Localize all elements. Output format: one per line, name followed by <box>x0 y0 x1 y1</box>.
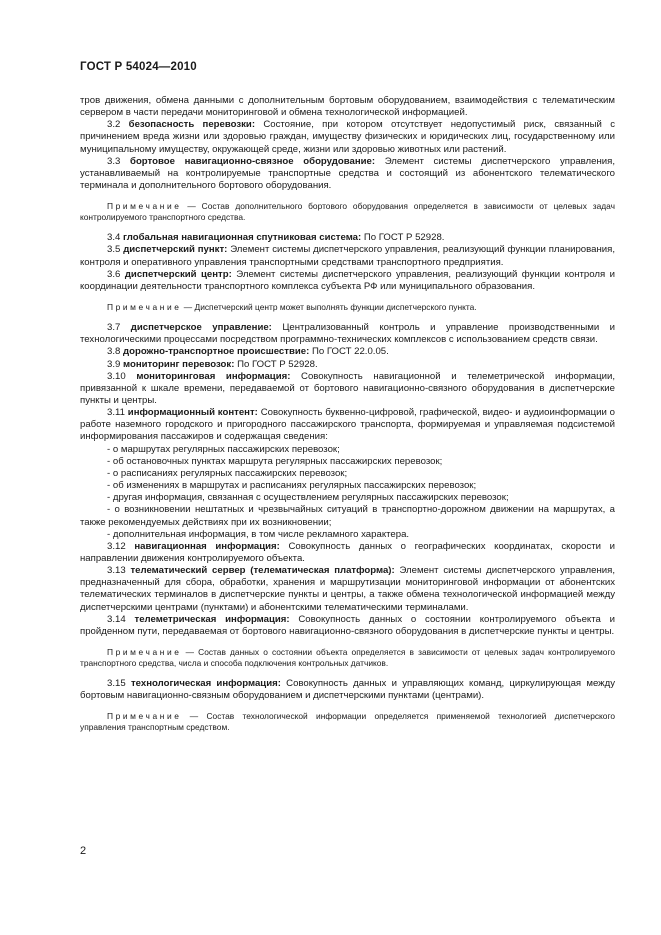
definition-3-10: 3.10 мониторинговая информация: Совокупность навигационной и телеметрической информации, привязанной к шкале времени, передаваемой от бортового навигационно-связного оборудования в диспетчерские пункты и центры. <box>80 370 615 406</box>
paragraph-continuation: тров движения, обмена данными с дополнительным бортовым оборудованием, взаимодействия с телематическим сервером в части передачи мониторинговой и обмена технологической информацией. <box>80 95 615 119</box>
note-4: Примечание — Состав технологической информации определяется применяемой технологией диспетчерского управления транспортным средством. <box>80 711 615 733</box>
list-item: - об остановочных пунктах маршрута регулярных пассажирских перевозок; <box>107 455 443 467</box>
term: мониторинг перевозок: <box>123 358 235 370</box>
term: информационный контент: <box>127 407 258 419</box>
note-2: Примечание — Диспетчерский центр может выполнять функции диспетчерского пункта. <box>107 302 477 313</box>
definition-3-11: 3.11 информационный контент: Совокупность буквенно-цифровой, графической, видео- и аудиоинформации о работе наземного городского и пригородного пассажирского транспорта, формируемая и управляемая подсистемой информирования пассажиров и содержащая сведения: <box>80 407 616 443</box>
term: безопасность перевозки: <box>128 119 256 131</box>
definition-3-15: 3.15 технологическая информация: Совокупность данных и управляющих команд, циркулирующая между бортовым навигационно-связным оборудованием и диспетчерскими пунктами (центрами). <box>80 678 615 702</box>
definition-3-6: 3.6 диспетчерский центр: Элемент системы диспетчерского управления, реализующий функции контроля и координации деятельности транспортного комплекса субъекта РФ или муниципального образования. <box>80 268 615 292</box>
note-label: Примечание <box>107 302 182 313</box>
term: бортовое навигационно-связное оборудование: <box>130 155 376 167</box>
term: диспетчерское управление: <box>130 322 272 334</box>
note-label: Примечание <box>107 711 182 722</box>
definition-3-12: 3.12 навигационная информация: Совокупность данных о географических координатах, скорости и направлении движения контролируемого объекта. <box>80 540 615 564</box>
definition-3-9: 3.9 мониторинг перевозок: По ГОСТ Р 52928. <box>107 358 318 370</box>
definition-3-7: 3.7 диспетчерское управление: Централизованный контроль и управление производственными и технологическими процессами посредством программно-технических комплексов с использованием средств связи. <box>80 322 615 346</box>
term: дорожно-транспортное происшествие: <box>123 346 310 358</box>
term: мониторинговая информация: <box>136 370 291 382</box>
note-label: Примечание <box>107 201 182 212</box>
definition-3-3: 3.3 бортовое навигационно-связное оборудование: Элемент системы диспетчерского управления, устанавливаемый на контролируемые транспортные средства и состоящий из абонентского телематического терминала и дополнительного бортового оборудования. <box>80 155 615 192</box>
document-header: ГОСТ Р 54024—2010 <box>80 61 197 73</box>
term: технологическая информация: <box>130 678 281 690</box>
definition-3-4: 3.4 глобальная навигационная спутниковая система: По ГОСТ Р 52928. <box>107 232 445 244</box>
document-body <box>80 95 615 742</box>
note-1: Примечание — Состав дополнительного бортового оборудования определяется в зависимости от целевых задач контролируемого транспортного средства. <box>80 201 616 223</box>
list-item: - о расписаниях регулярных пассажирских перевозок; <box>107 467 348 479</box>
list-item: - об изменениях в маршрутах и расписаниях регулярных пассажирских перевозок; <box>107 480 477 492</box>
page-number: 2 <box>80 845 87 857</box>
definition-3-14: 3.14 телеметрическая информация: Совокупность данных о состоянии контролируемого объекта и пройденном пути, передаваемая от бортового навигационно-связного оборудования в диспетчерские пункты и центры. <box>80 613 616 637</box>
term: телематический сервер (телематическая платформа): <box>130 565 395 577</box>
list-item: - о возникновении нештатных и чрезвычайных ситуаций в транспортно-дорожном движении на маршрутах, а также рекомендуемых действиях при их возникновении; <box>80 504 615 528</box>
list-item: - о маршрутах регулярных пассажирских перевозок; <box>107 443 340 455</box>
term: глобальная навигационная спутниковая система: <box>123 232 362 244</box>
definition-3-2: 3.2 безопасность перевозки: Состояние, при котором отсутствует недопустимый риск, связанный с причинением вреда жизни или здоровью граждан, имуществу физических и юридических лиц, государственному или муниципальному имуществу, окружающей среде, жизни или здоровью животных или растений. <box>80 119 615 155</box>
list-item: - другая информация, связанная с осуществлением регулярных пассажирских перевозок; <box>107 492 509 504</box>
definition-3-5: 3.5 диспетчерский пункт: Элемент системы диспетчерского управления, реализующий функции планирования, контроля и оперативного управления транспортными средствами транспортного предприятия. <box>80 244 615 268</box>
term: навигационная информация: <box>134 540 280 552</box>
list-item: - дополнительная информация, в том числе рекламного характера. <box>107 528 410 540</box>
definition-3-8: 3.8 дорожно-транспортное происшествие: По ГОСТ 22.0.05. <box>107 346 389 358</box>
term: диспетчерский пункт: <box>123 244 228 256</box>
term: телеметрическая информация: <box>134 613 290 625</box>
note-label: Примечание <box>107 647 182 658</box>
note-3: Примечание — Состав данных о состоянии объекта определяется в зависимости от целевых задач контролируемого транспортного средства, числа и способа подключения контрольных датчиков. <box>80 647 615 669</box>
definition-3-13: 3.13 телематический сервер (телематическая платформа): Элемент системы диспетчерского управления, предназначенный для сбора, обработки, хранения и маршрутизации мониторинговой информации от абонентских телематических терминалов в диспетчерские пункты и центры, а также обмена технологической информацией между диспетчерскими центрами (пунктами) и абонентскими телематическими терминалами. <box>80 565 615 613</box>
term: диспетчерский центр: <box>124 268 232 280</box>
